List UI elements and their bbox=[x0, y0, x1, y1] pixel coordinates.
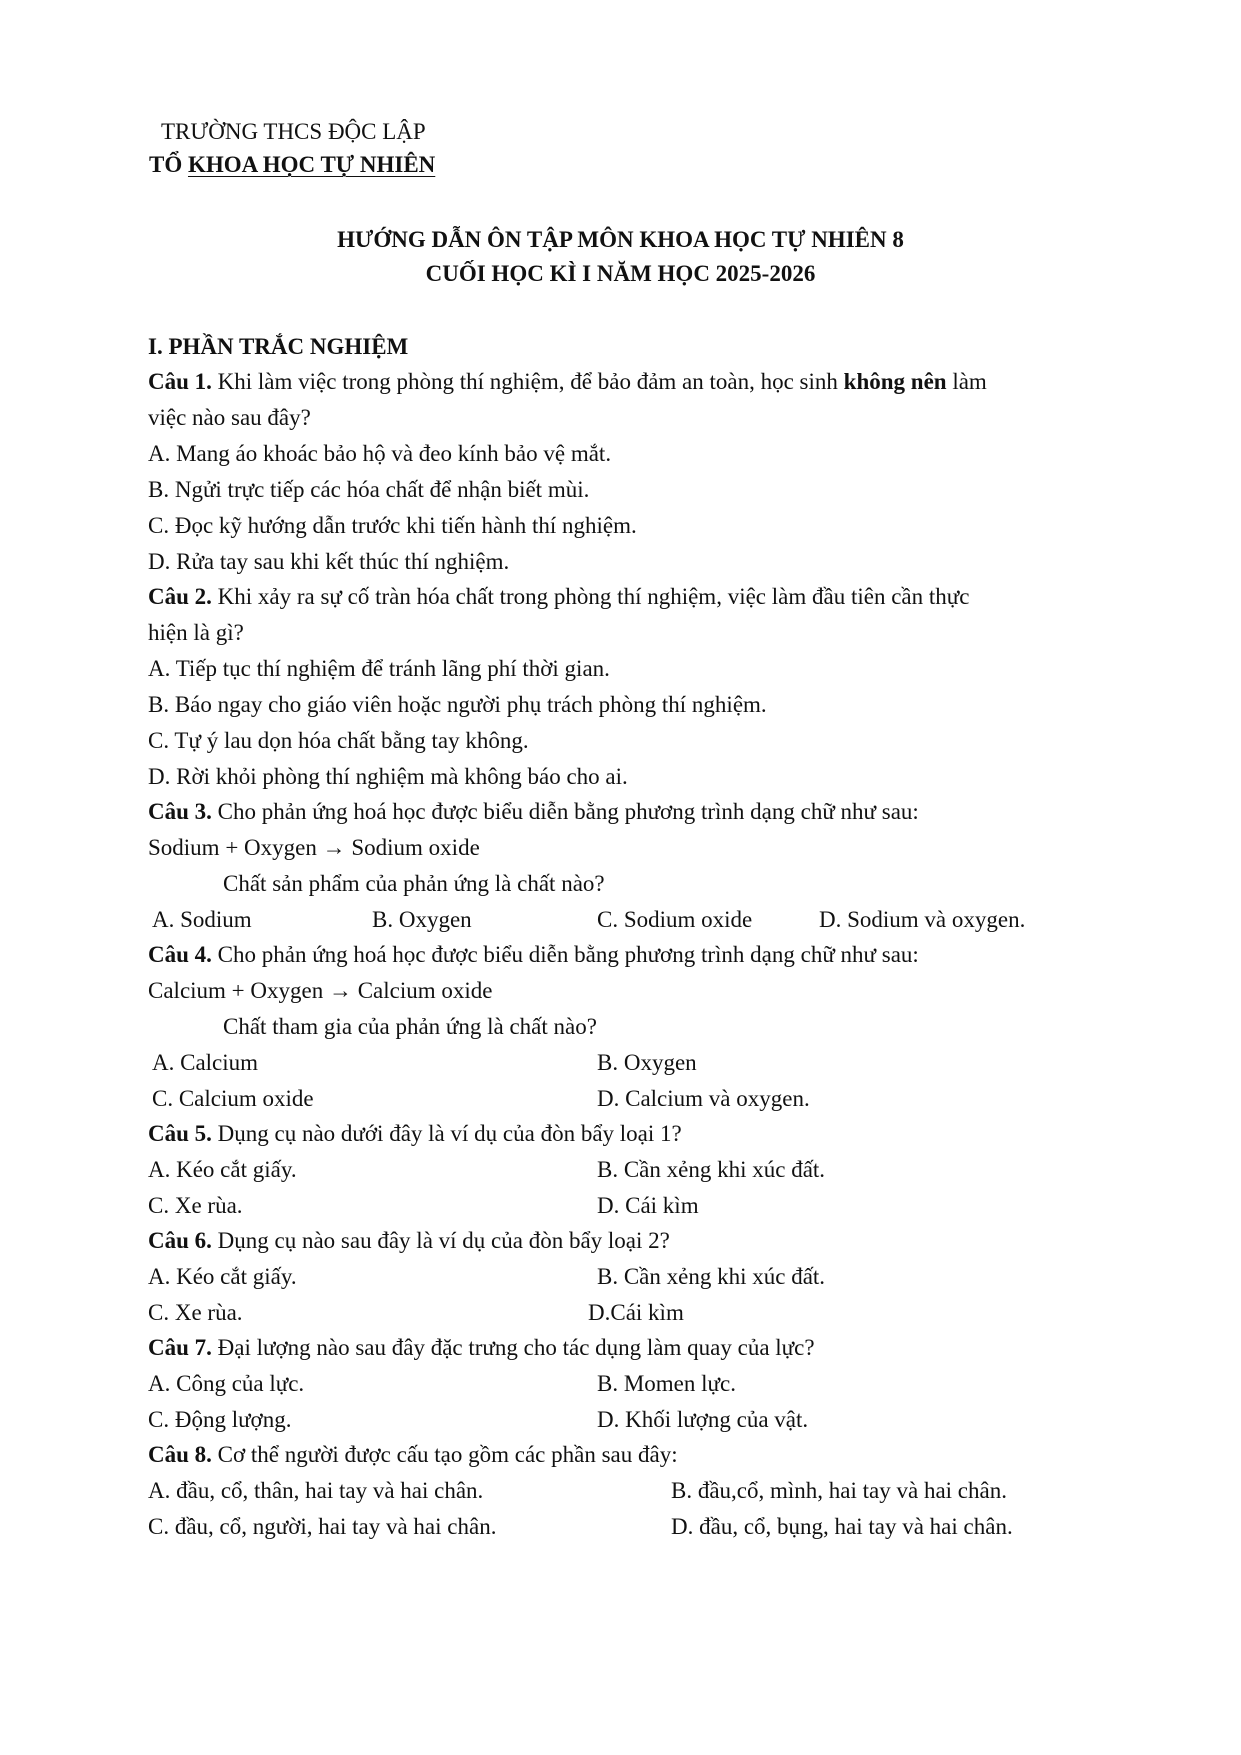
question-label: Câu 2. bbox=[148, 584, 212, 609]
question-text-continued: hiện là gì? bbox=[148, 620, 244, 645]
question-text: Cho phản ứng hoá học được biểu diễn bằng phương trình dạng chữ như sau: bbox=[211, 942, 919, 967]
option-a: A. đầu, cổ, thân, hai tay và hai chân. bbox=[148, 1478, 484, 1503]
option-d: D. Rời khỏi phòng thí nghiệm mà không báo cho ai. bbox=[148, 764, 628, 789]
question-6 bbox=[148, 1226, 670, 1256]
question-label: Câu 6. bbox=[148, 1228, 212, 1253]
question-5 bbox=[148, 1119, 682, 1149]
question-text: Khi xảy ra sự cố tràn hóa chất trong phòng thí nghiệm, việc làm đầu tiên cần thực bbox=[211, 584, 970, 609]
option-b: B. Cần xẻng khi xúc đất. bbox=[597, 1157, 826, 1182]
option-a: A. Calcium bbox=[152, 1050, 259, 1075]
question-label: Câu 8. bbox=[148, 1442, 212, 1467]
option-d: D. Sodium và oxygen. bbox=[819, 907, 1026, 932]
school-name: TRƯỜNG THCS ĐỘC LẬP bbox=[161, 119, 426, 144]
option-c: C. Tự ý lau dọn hóa chất bằng tay không. bbox=[148, 728, 529, 753]
question-label: Câu 1. bbox=[148, 369, 212, 394]
option-b: B. Cần xẻng khi xúc đất. bbox=[597, 1264, 826, 1289]
option-a: A. Tiếp tục thí nghiệm để tránh lãng phí thời gian. bbox=[148, 656, 610, 681]
option-d: D. Cái kìm bbox=[597, 1193, 699, 1218]
option-a: A. Kéo cắt giấy. bbox=[148, 1157, 297, 1182]
option-d: D.Cái kìm bbox=[588, 1300, 684, 1325]
option-c: C. Calcium oxide bbox=[152, 1086, 314, 1111]
question-8 bbox=[148, 1440, 678, 1470]
option-c: C. Đọc kỹ hướng dẫn trước khi tiến hành thí nghiệm. bbox=[148, 513, 637, 538]
option-b: B. Momen lực. bbox=[597, 1371, 736, 1396]
question-label: Câu 3. bbox=[148, 799, 212, 824]
option-a: A. Sodium bbox=[152, 907, 252, 932]
question-7 bbox=[148, 1333, 815, 1363]
option-c: C. đầu, cổ, người, hai tay và hai chân. bbox=[148, 1514, 497, 1539]
section-heading: I. PHẦN TRẮC NGHIỆM bbox=[148, 334, 409, 359]
option-d: D. đầu, cổ, bụng, hai tay và hai chân. bbox=[671, 1514, 1013, 1539]
department-name bbox=[149, 150, 435, 180]
option-b: B. Báo ngay cho giáo viên hoặc người phụ trách phòng thí nghiệm. bbox=[148, 692, 767, 717]
question-text: Dụng cụ nào dưới đây là ví dụ của đòn bẩy loại 1? bbox=[211, 1121, 682, 1146]
option-d: D. Rửa tay sau khi kết thúc thí nghiệm. bbox=[148, 549, 510, 574]
question-text: Cho phản ứng hoá học được biểu diễn bằng phương trình dạng chữ như sau: bbox=[211, 799, 919, 824]
question-2 bbox=[148, 582, 969, 612]
department-prefix: TỔ bbox=[149, 152, 188, 177]
option-c: C. Xe rùa. bbox=[148, 1193, 243, 1218]
option-c: C. Động lượng. bbox=[148, 1407, 292, 1432]
department-underlined: KHOA HỌC TỰ NHIÊN bbox=[187, 152, 436, 177]
document-title-line1: HƯỚNG DẪN ÔN TẬP MÔN KHOA HỌC TỰ NHIÊN 8 bbox=[337, 227, 904, 252]
question-label: Câu 7. bbox=[148, 1335, 212, 1360]
question-4 bbox=[148, 940, 919, 970]
question-text: Đại lượng nào sau đây đặc trưng cho tác dụng làm quay của lực? bbox=[211, 1335, 815, 1360]
option-d: D. Calcium và oxygen. bbox=[597, 1086, 810, 1111]
reaction-equation: Calcium + Oxygen → Calcium oxide bbox=[148, 978, 493, 1003]
question-emphasis: không nên bbox=[843, 369, 947, 394]
option-b: B. Oxygen bbox=[597, 1050, 697, 1075]
question-text: Dụng cụ nào sau đây là ví dụ của đòn bẩy loại 2? bbox=[211, 1228, 670, 1253]
question-text-continued: việc nào sau đây? bbox=[148, 405, 311, 430]
document-title-line2: CUỐI HỌC KÌ I NĂM HỌC 2025-2026 bbox=[425, 261, 816, 286]
question-prompt: Chất tham gia của phản ứng là chất nào? bbox=[223, 1014, 597, 1039]
question-text: Khi làm việc trong phòng thí nghiệm, để bảo đảm an toàn, học sinh bbox=[211, 369, 844, 394]
option-b: B. Oxygen bbox=[372, 907, 472, 932]
question-1 bbox=[148, 367, 987, 397]
option-c: C. Sodium oxide bbox=[597, 907, 753, 932]
question-text: Cơ thể người được cấu tạo gồm các phần sau đây: bbox=[211, 1442, 678, 1467]
question-3 bbox=[148, 797, 919, 827]
option-d: D. Khối lượng của vật. bbox=[597, 1407, 809, 1432]
option-a: A. Công của lực. bbox=[148, 1371, 305, 1396]
question-text: làm bbox=[946, 369, 987, 394]
reaction-equation: Sodium + Oxygen → Sodium oxide bbox=[148, 835, 480, 860]
option-b: B. đầu,cổ, mình, hai tay và hai chân. bbox=[671, 1478, 1007, 1503]
option-a: A. Mang áo khoác bảo hộ và đeo kính bảo vệ mắt. bbox=[148, 441, 612, 466]
question-prompt: Chất sản phẩm của phản ứng là chất nào? bbox=[223, 871, 605, 896]
option-a: A. Kéo cắt giấy. bbox=[148, 1264, 297, 1289]
option-c: C. Xe rùa. bbox=[148, 1300, 243, 1325]
question-label: Câu 5. bbox=[148, 1121, 212, 1146]
option-b: B. Ngửi trực tiếp các hóa chất để nhận biết mùi. bbox=[148, 477, 590, 502]
question-label: Câu 4. bbox=[148, 942, 212, 967]
